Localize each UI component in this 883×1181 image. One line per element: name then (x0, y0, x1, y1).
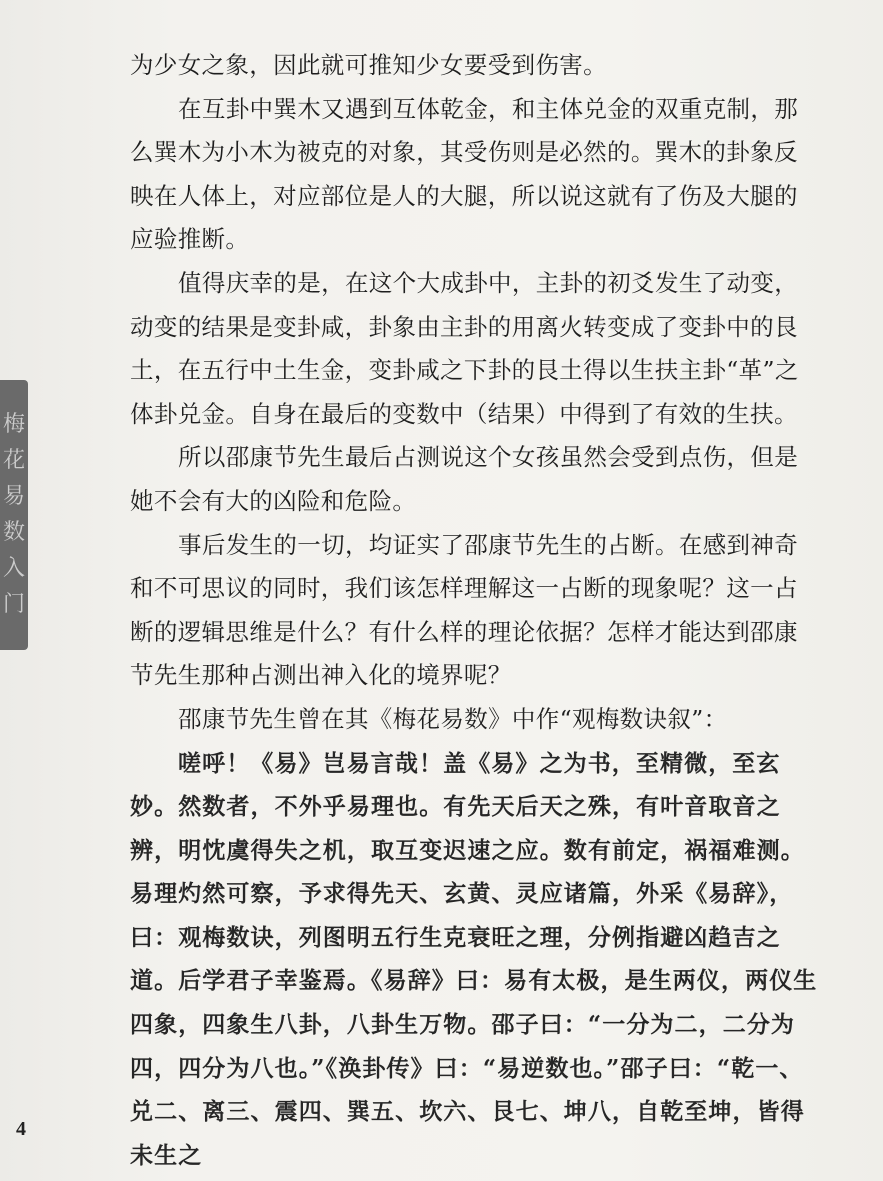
side-tab-char: 数 (2, 520, 25, 545)
side-tab-char: 易 (2, 484, 25, 509)
quoted-passage: 嗟呼！《易》岂易言哉！盖《易》之为书，至精微，至玄妙。然数者，不外乎易理也。有先天后天之殊，有叶音取音之辨，明忱虞得失之机，取互变迟速之应。数有前定，祸福难测。易理灼然可察，予求得先天、玄黄、灵应诸篇，外采《易辞》，曰：观梅数诀，列图明五行生克衰旺之理，分例指避凶趋吉之道。后学君子幸鉴焉。《易辞》曰：易有太极，是生两仪，两仪生四象，四象生八卦，八卦生万物。邵子曰：“一分为二，二分为四，四分为八也。”《涣卦传》曰：“易逆数也。”邵子曰：“乾一、兑二、离三、震四、巽五、坎六、艮七、坤八，自乾至坤，皆得未生之 (130, 749, 818, 1169)
chapter-side-tab (0, 380, 28, 650)
paragraph: 值得庆幸的是，在这个大成卦中，主卦的初爻发生了动变，动变的结果是变卦咸，卦象由主卦的用离火转变成了变卦中的艮土，在五行中土生金，变卦咸之下卦的艮土得以生扶主卦“革”之体卦兑金。自身在最后的变数中（结果）中得到了有效的生扶。 (130, 268, 799, 428)
paragraph: 在互卦中巽木又遇到互体乾金，和主体兑金的双重克制，那么巽木为小木为被克的对象，其受伤则是必然的。巽木的卦象反映在人体上，对应部位是人的大腿，所以说这就有了伤及大腿的应验推断。 (130, 94, 799, 254)
side-tab-char: 入 (2, 556, 25, 581)
page-number: 4 (16, 1118, 26, 1140)
side-tab-char: 花 (2, 448, 25, 473)
paragraph: 为少女之象，因此就可推知少女要受到伤害。 (130, 51, 607, 79)
side-tab-char: 梅 (2, 412, 25, 437)
body-text (130, 44, 820, 1177)
paragraph: 所以邵康节先生最后占测说这个女孩虽然会受到点伤，但是她不会有大的凶险和危险。 (130, 443, 799, 515)
paragraph: 事后发生的一切，均证实了邵康节先生的占断。在感到神奇和不可思议的同时，我们该怎样理解这一占断的现象呢？这一占断的逻辑思维是什么？有什么样的理论依据？怎样才能达到邵康节先生那种占测出神入化的境界呢？ (130, 530, 799, 690)
side-tab-char: 门 (2, 592, 25, 617)
paragraph: 邵康节先生曾在其《梅花易数》中作“观梅数诀叙”： (178, 704, 728, 733)
